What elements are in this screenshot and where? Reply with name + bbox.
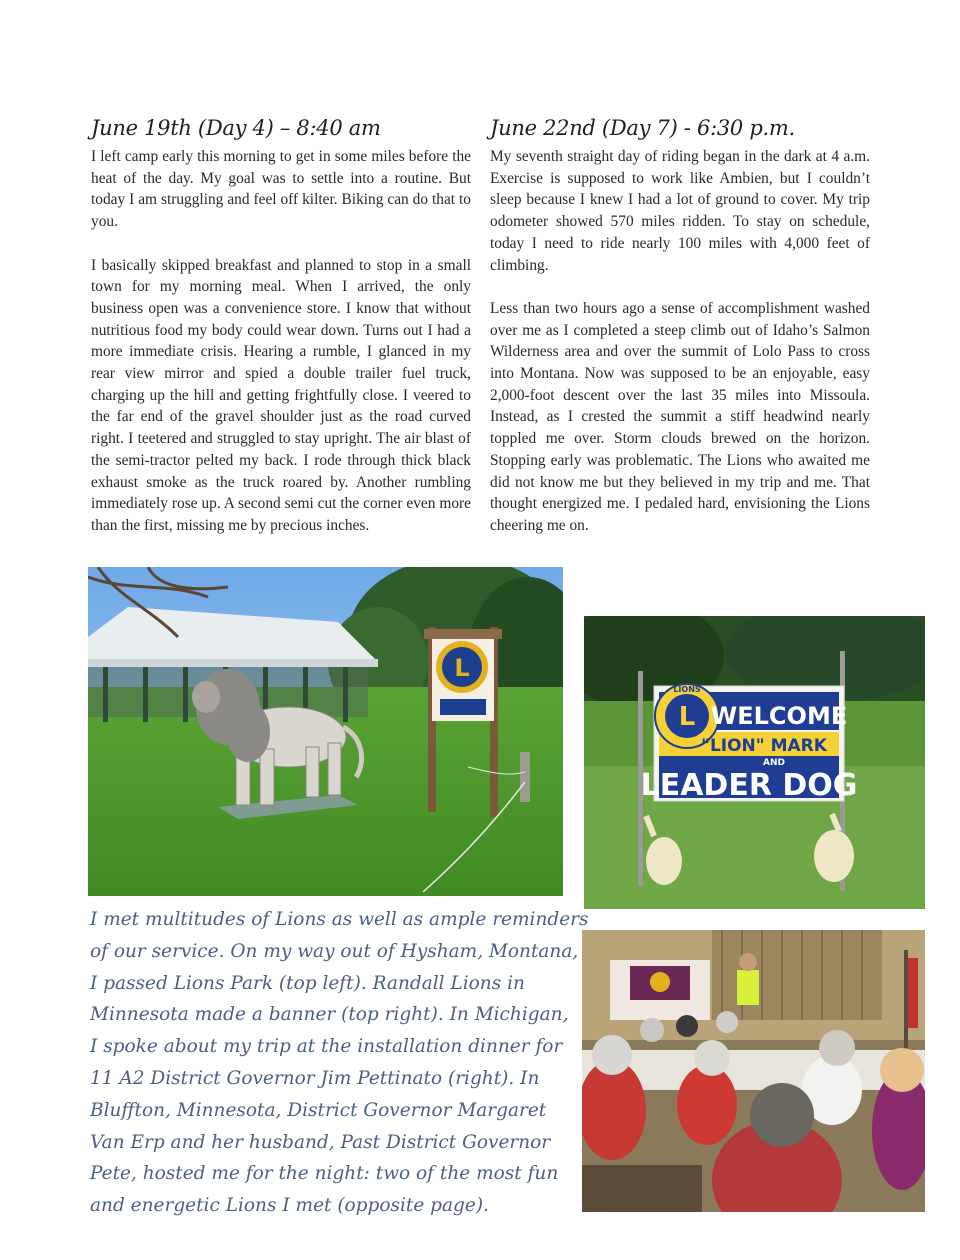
lions-park-photo [88,567,563,896]
caption-line: Pete, hosted me for the night: two of the most fun [90,1163,559,1185]
entry-paragraph: My seventh straight day of riding began in the dark at 4 a.m. Exercise is supposed to work like Ambien, but I couldn’t sleep because I knew I had a lot of ground to cover. My trip odometer showed 570 miles ridden. To stay on schedule, today I need to ride nearly 100 miles with 4,000 feet of climbing. [490,148,870,274]
welcome-banner-photo [584,616,925,909]
banner-line-and: AND [763,758,785,768]
lions-park-illustration [88,567,563,896]
installation-dinner-photo [582,930,925,1212]
caption-line: Bluffton, Minnesota, District Governor Margaret [90,1099,547,1121]
caption-line: of our service. On my way out of Hysham, Montana, [90,940,579,962]
banner-line-welcome: WELCOME [710,702,848,730]
entry-paragraph: I left camp early this morning to get in some miles before the heat of the day. My goal was to settle into a routine. But today I am struggling and feel off kilter. Biking can do that to you. [91,148,471,231]
entry-title: June 22nd (Day 7) - 6:30 p.m. [490,116,795,140]
installation-dinner-illustration [582,930,925,1212]
banner-line-lion-mark: "LION" MARK [701,736,827,756]
journal-entry-day7 [490,116,870,558]
photo-caption [90,904,589,1222]
caption-line: 11 A2 District Governor Jim Pettinato (right). In [90,1067,540,1089]
banner-emblem-letter: L [678,702,696,732]
journal-entry-day4 [91,116,471,558]
entry-title: June 19th (Day 4) – 8:40 am [91,116,381,140]
caption-line: I spoke about my trip at the installation dinner for [90,1036,563,1058]
caption-line: Van Erp and her husband, Past District Governor [90,1131,551,1153]
caption-line: Minnesota made a banner (top right). In Michigan, [90,1004,569,1026]
welcome-banner-illustration [584,616,925,909]
caption-line: and energetic Lions I met (opposite page). [90,1195,489,1217]
park-sign-emblem: L [454,654,470,682]
entry-paragraph: I basically skipped breakfast and planned to stop in a small town for my morning meal. When I arrived, the only business open was a convenience store. I know that without nutritious food my body could wear down. Turns out I had a more immediate crisis. Hearing a rumble, I glanced in my rear view mirror and spied a double trailer fuel truck, charging up the hill and getting frightfully close. I veered to the far end of the gravel shoulder just as the road curved right. I teetered and struggled to stay upright. The air blast of the semi-tractor pelted my back. I rode through thick black exhaust smoke as the truck roared by. Another rumbling immediately rose up. A second semi cut the corner even more than the first, missing me by precious inches. [91,256,471,534]
banner-line-leader-dog: LEADER DOG [640,768,858,803]
banner-emblem-ring: LIONS [673,685,701,694]
caption-line: I passed Lions Park (top left). Randall Lions in [90,972,525,994]
entry-paragraph: Less than two hours ago a sense of accomplishment washed over me as I completed a steep climb out of Idaho’s Salmon Wilderness area and over the summit of Lolo Pass to cross into Montana. Now was supposed to be an enjoyable, easy 2,000-foot descent over the last 35 miles into Missoula. Instead, as I crested the summit a stiff headwind nearly toppled me over. Storm clouds brewed on the horizon. Stopping early was problematic. The Lions who awaited me did not know me but they believed in my trip and me. That thought energized me. I pedaled hard, envisioning the Lions cheering me on. [490,299,870,534]
caption-line: I met multitudes of Lions as well as ample reminders [90,909,589,930]
